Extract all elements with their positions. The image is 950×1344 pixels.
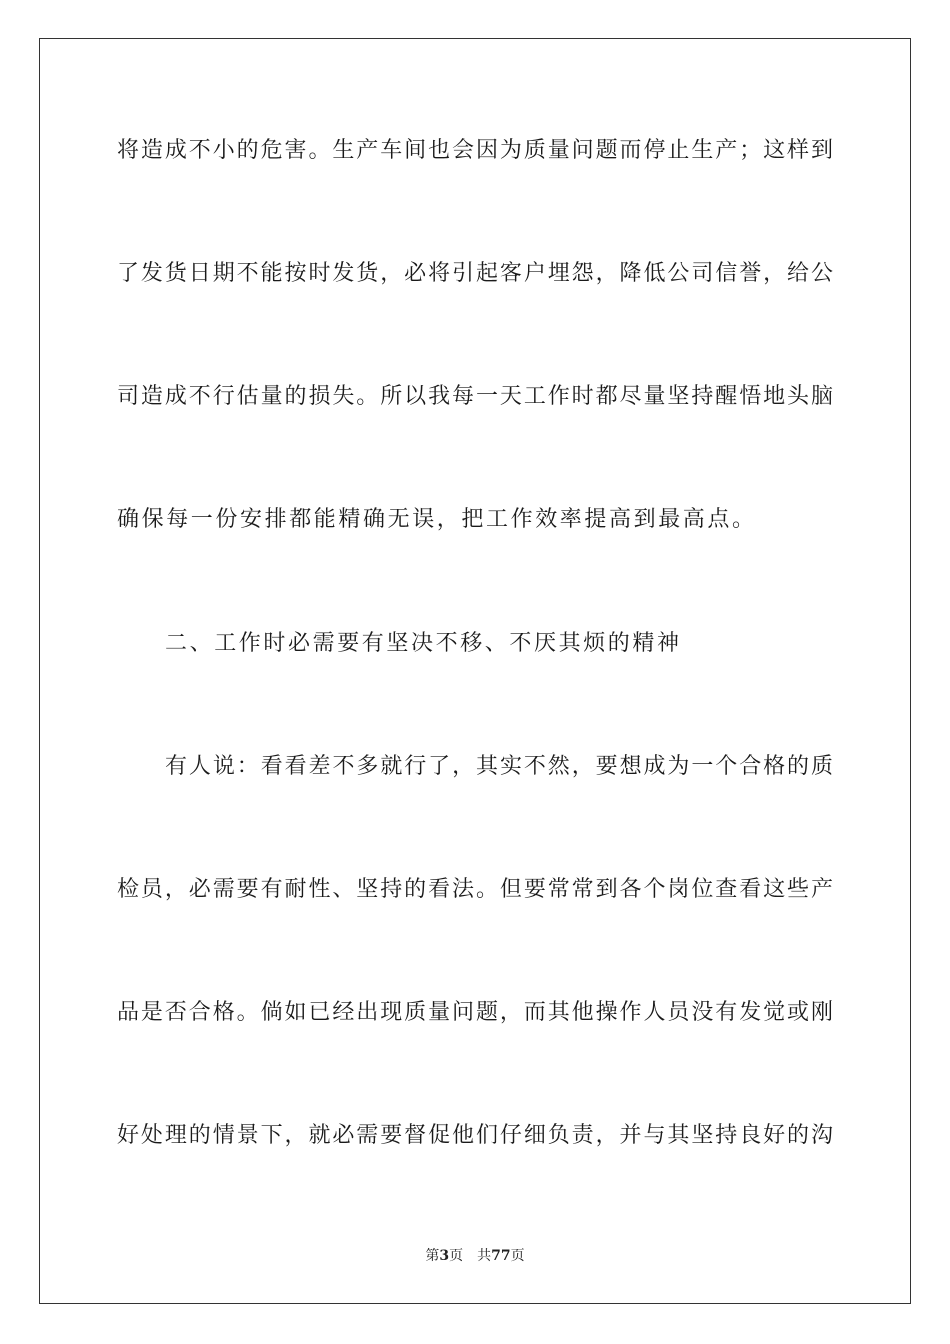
body-line-1: 将造成不小的危害。生产车间也会因为质量问题而停止生产；这样到 bbox=[117, 138, 833, 163]
paragraph-first-line: 有人说：看看差不多就行了，其实不然，要想成为一个合格的质 bbox=[165, 754, 833, 779]
body-line-2: 了发货日期不能按时发货，必将引起客户埋怨，降低公司信誉，给公 bbox=[117, 261, 833, 286]
body-line-8: 品是否合格。倘如已经出现质量问题，而其他操作人员没有发觉或刚 bbox=[117, 1000, 833, 1025]
body-line-7: 检员，必需要有耐性、坚持的看法。但要常常到各个岗位查看这些产 bbox=[117, 877, 833, 902]
body-line-4: 确保每一份安排都能精确无误，把工作效率提高到最高点。 bbox=[117, 507, 757, 532]
footer-page-prefix: 第 bbox=[425, 1248, 440, 1264]
footer-total-suffix: 页 bbox=[510, 1248, 525, 1264]
footer-total-number: 77 bbox=[491, 1248, 511, 1264]
footer-page-number: 3 bbox=[439, 1248, 450, 1264]
page-border bbox=[39, 38, 911, 1304]
body-line-9: 好处理的情景下，就必需要督促他们仔细负责，并与其坚持良好的沟 bbox=[117, 1123, 833, 1148]
footer-total-prefix: 共 bbox=[477, 1248, 492, 1264]
footer-page-suffix: 页 bbox=[449, 1248, 464, 1264]
page-footer bbox=[0, 1247, 950, 1265]
body-line-3: 司造成不行估量的损失。所以我每一天工作时都尽量坚持醒悟地头脑 bbox=[117, 384, 833, 409]
section-heading: 二、工作时必需要有坚决不移、不厌其烦的精神 bbox=[165, 631, 682, 656]
